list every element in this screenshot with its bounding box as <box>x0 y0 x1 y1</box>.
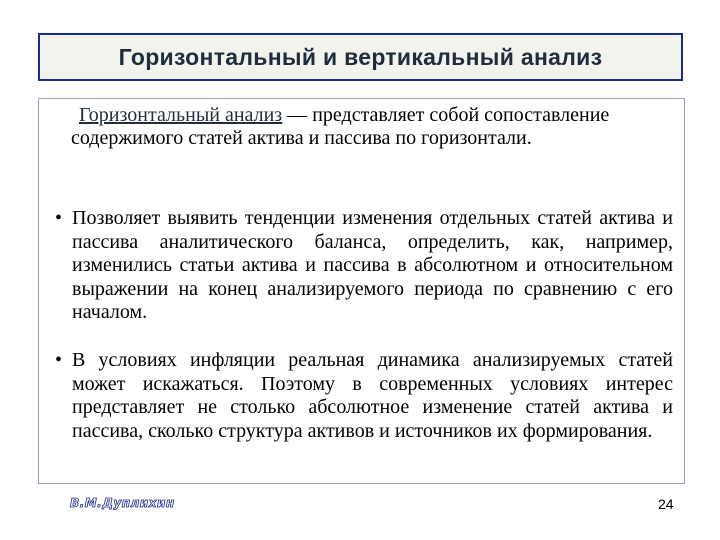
intro-term: Горизонтальный анализ <box>79 104 283 126</box>
content-box <box>38 98 685 484</box>
bullet-item <box>55 349 673 443</box>
bullet-marker: • <box>55 207 63 229</box>
page-number: 24 <box>658 496 674 512</box>
intro-paragraph <box>71 104 671 150</box>
bullet-text: В условиях инфляции реальная динамика анализируемых статей может искажаться. Поэтому в современных условиях интерес представляет не столько абсолютное изменение статей актива и пассива, сколько структура активов и источников их формирования. <box>72 349 673 442</box>
bullet-marker: • <box>55 349 63 371</box>
bullet-text: Позволяет выявить тенденции изменения отдельных статей актива и пассива аналитического баланса, определить, как, например, изменились статьи актива и пассива в абсолютном и относительном выражении на конец анализируемого периода по сравнению с его началом. <box>72 207 673 323</box>
slide-title: Горизонтальный и вертикальный анализ <box>118 43 603 70</box>
bullet-item <box>55 207 673 325</box>
author-signature: В.М.Дуплихин <box>70 496 175 510</box>
slide-title-box <box>38 33 683 81</box>
intro-definition: — представляет собой сопоставление содержимого статей актива и пассива по горизонтали. <box>71 104 610 149</box>
